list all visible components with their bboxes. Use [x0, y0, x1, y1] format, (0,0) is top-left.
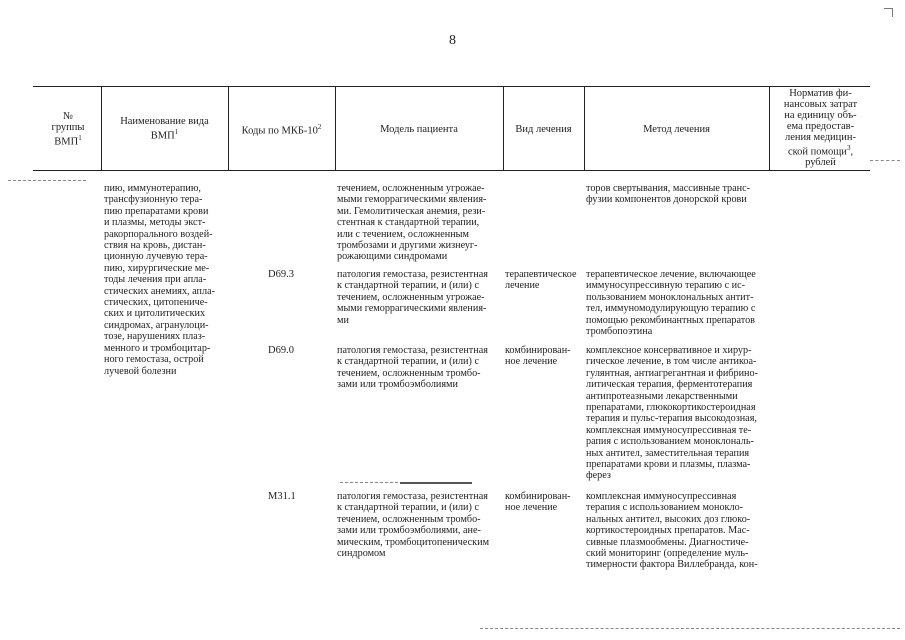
col-divider-4 — [503, 86, 504, 170]
scan-corner-mark — [884, 8, 893, 17]
col-divider-3 — [335, 86, 336, 170]
treatment-type-d69-0: комбинирован- ное лечение — [505, 345, 571, 368]
table-header-bottom-border — [33, 170, 870, 171]
col-divider-1 — [101, 86, 102, 170]
header-group-number: № группы ВМП$^1$ — [51, 110, 85, 148]
col-divider-2 — [228, 86, 229, 170]
header-patient-model: Модель пациента — [380, 123, 458, 135]
scan-artifact-line — [870, 160, 900, 161]
header-icd-codes: Коды по МКБ-$10^2$ — [241, 122, 322, 137]
header-financial-norm: Норматив фи- нансовых затрат на единицу объ- ема предостав- ления медицин- ской помощи$^3$, рублей — [783, 87, 858, 169]
header-treatment-type: Вид лечения — [515, 123, 572, 135]
header-treatment-method: Метод лечения — [643, 123, 710, 135]
treatment-type-m31-1: комбинирован- ное лечение — [505, 491, 571, 514]
treatment-method-m31-1: комплексная иммуносупрессивная терапия с использованием монокло- нальных антител, высоких доз глюко- кортикостероидных препаратов. Мас- сивные плазмообмены. Диагностиче- ский мониторинг (определение муль- тимерности фактора Виллебранда, кон- — [586, 491, 758, 571]
col-divider-6 — [769, 86, 770, 170]
icd-code-d69-3: D69.3 — [268, 269, 294, 280]
vmp-name-continued: пию, иммунотерапию, трансфузионную тера- пию препаратами крови и плазмы, методы экст- ракорпорального воздей- ствия на кровь, дистан- ционную лучевую тера- пию, хирургические ме- тоды лечения при апла- стических анемиях, апла- стических, цитопениче- ских и цитолитических синдромах, агранулоци- тозе, нарушениях плаз- менного и тромбоцитар- ного гемостаза, острой лучевой болезни — [104, 183, 215, 377]
col-divider-5 — [584, 86, 585, 170]
header-vmp-name: Наименование вида ВМП$^1$ — [120, 116, 209, 142]
treatment-type-d69-3: терапевтическое лечение — [505, 269, 577, 292]
treatment-method-continued: торов свертывания, массивные транс- фузии компонентов донорской крови — [586, 183, 751, 206]
treatment-method-d69-0: комплексное консервативное и хирур- гическое лечение, в том числе антикоа- гулянтная, антиагрегантная и фибрино- литическая терапия, ферментотерапия антипротеазными лекарственными препаратами, глюкокортикостероидная терапия и пульс-терапия высокодозная, комплексная иммуносупрессивная те- рапия с использованием моноклональ- ных антител, заместительная терапия препаратами крови и плазмы, плазма- ферез — [586, 345, 758, 482]
patient-model-d69-3: патология гемостаза, резистентная к стандартной терапии, и (или) с течением, осложненным угрожае- мыми геморрагическими явления- ми — [337, 269, 488, 326]
patient-model-m31-1: патология гемостаза, резистентная к стандартной терапии, и (или) с течением, осложненным тромбо- зами или тромбоэмболиями, ане- мическим, тромбоцитопеническим синдромом — [337, 491, 490, 560]
patient-model-continued: течением, осложненным угрожае- мыми геморрагическими явления- ми. Гемолитическая анемия, рези- стентная к стандартной терапии, или с течением, осложненным тромбозами и другими жизнеуг- рожающими синдромами — [337, 183, 487, 263]
icd-code-m31-1: M31.1 — [268, 491, 296, 502]
scan-artifact-line — [8, 180, 86, 181]
scan-artifact-line — [480, 628, 900, 629]
scan-artifact-line — [340, 482, 398, 483]
treatment-method-d69-3: терапевтическое лечение, включающее иммуносупрессивную терапию с ис- пользованием моноклональных антит- тел, иммуномодулирующую терапию с помощью рекомбинантных препаратов тромбопоэтина — [586, 269, 756, 338]
table-top-border — [33, 86, 870, 87]
icd-code-d69-0: D69.0 — [268, 345, 294, 356]
scan-artifact-smudge — [400, 482, 472, 484]
patient-model-d69-0: патология гемостаза, резистентная к стандартной терапии, и (или) с течением, осложненным тромбо- зами или тромбоэмболиями — [337, 345, 488, 391]
page-number: 8 — [449, 33, 456, 48]
